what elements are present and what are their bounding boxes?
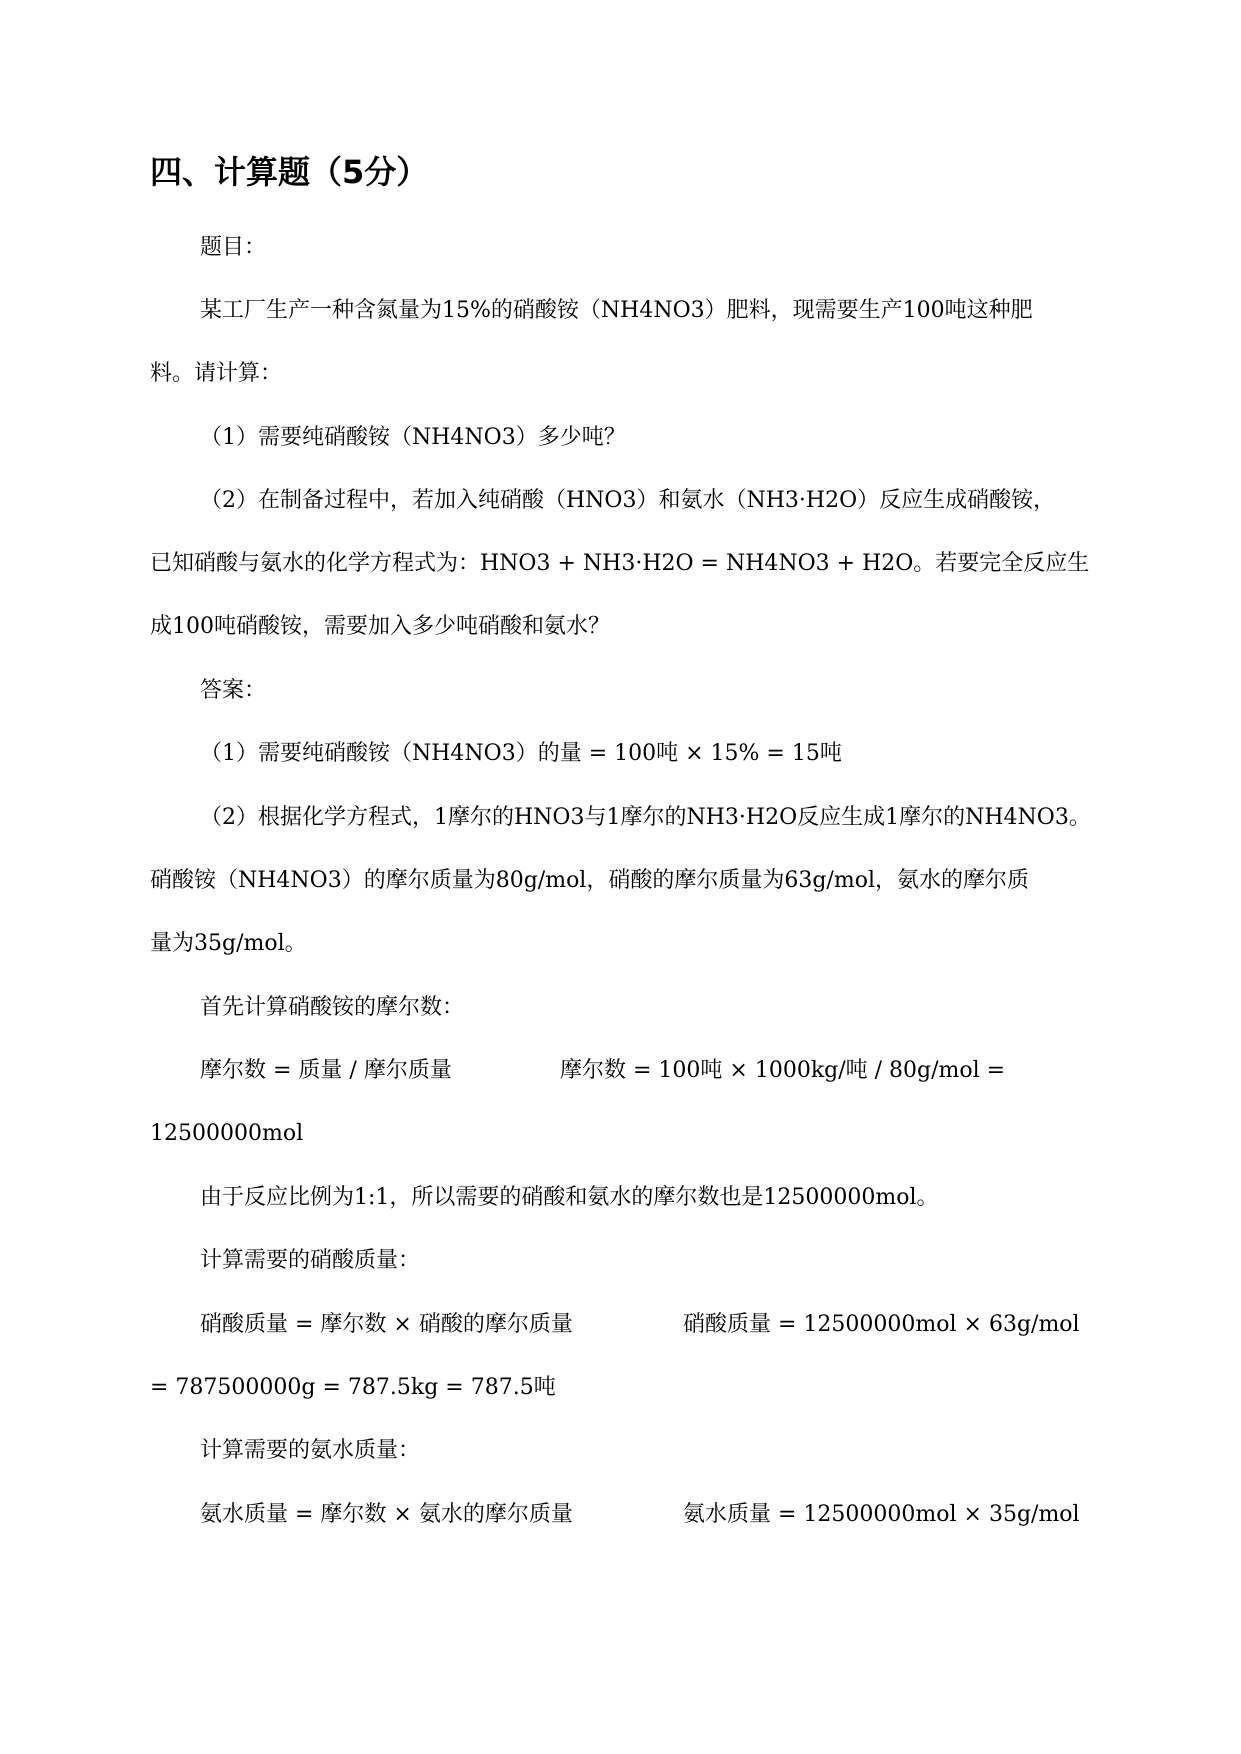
question-part-1: （1）需要纯硝酸铵（NH4NO3）多少吨？ <box>200 425 626 450</box>
question-text-line1: 某工厂生产一种含氮量为15%的硝酸铵（NH4NO3）肥料，现需要生产100吨这种肥 <box>200 298 1033 323</box>
question-part-2-line3: 成100吨硝酸铵，需要加入多少吨硝酸和氨水？ <box>150 614 610 639</box>
question-part-2-line1: （2）在制备过程中，若加入纯硝酸（HNO3）和氨水（NH3·H2O）反应生成硝酸铵， <box>200 488 1056 513</box>
acid-mass-intro: 计算需要的硝酸质量： <box>200 1248 421 1273</box>
answer-part-2-line2: 硝酸铵（NH4NO3）的摩尔质量为80g/mol，硝酸的摩尔质量为63g/mol，氨水的摩尔质 <box>150 868 1029 893</box>
question-label: 题目： <box>200 235 267 260</box>
ammonia-mass-calculation: 氨水质量 = 12500000mol × 35g/mol <box>683 1502 1080 1527</box>
section-heading: 四、计算题（5分） <box>150 153 429 191</box>
answer-label: 答案： <box>200 678 267 703</box>
moles-calculation: 摩尔数 = 100吨 × 1000kg/吨 / 80g/mol = <box>560 1058 1006 1083</box>
answer-part-2-line1: （2）根据化学方程式，1摩尔的HNO3与1摩尔的NH3·H2O反应生成1摩尔的NH4NO3。 <box>200 805 1091 830</box>
answer-part-1: （1）需要纯硝酸铵（NH4NO3）的量 = 100吨 × 15% = 15吨 <box>200 741 842 766</box>
moles-intro: 首先计算硝酸铵的摩尔数： <box>200 995 465 1020</box>
ammonia-mass-formula: 氨水质量 = 摩尔数 × 氨水的摩尔质量 <box>200 1502 573 1527</box>
moles-equation-row <box>200 1054 1090 1088</box>
acid-mass-result: = 787500000g = 787.5kg = 787.5吨 <box>150 1375 556 1400</box>
ammonia-mass-intro: 计算需要的氨水质量： <box>200 1438 421 1463</box>
reaction-ratio: 由于反应比例为1:1，所以需要的硝酸和氨水的摩尔数也是12500000mol。 <box>200 1185 939 1210</box>
acid-mass-equation-row <box>200 1308 1090 1342</box>
question-text-line2: 料。请计算： <box>150 361 283 386</box>
moles-result: 12500000mol <box>150 1121 304 1146</box>
question-part-2-line2: 已知硝酸与氨水的化学方程式为：HNO3 + NH3·H2O = NH4NO3 + H2O。若要完全反应生 <box>150 551 1090 576</box>
acid-mass-calculation: 硝酸质量 = 12500000mol × 63g/mol <box>683 1312 1080 1337</box>
answer-part-2-line3: 量为35g/mol。 <box>150 931 307 956</box>
acid-mass-formula: 硝酸质量 = 摩尔数 × 硝酸的摩尔质量 <box>200 1312 573 1337</box>
moles-formula: 摩尔数 = 质量 / 摩尔质量 <box>200 1058 452 1083</box>
ammonia-mass-equation-row <box>200 1498 1090 1532</box>
